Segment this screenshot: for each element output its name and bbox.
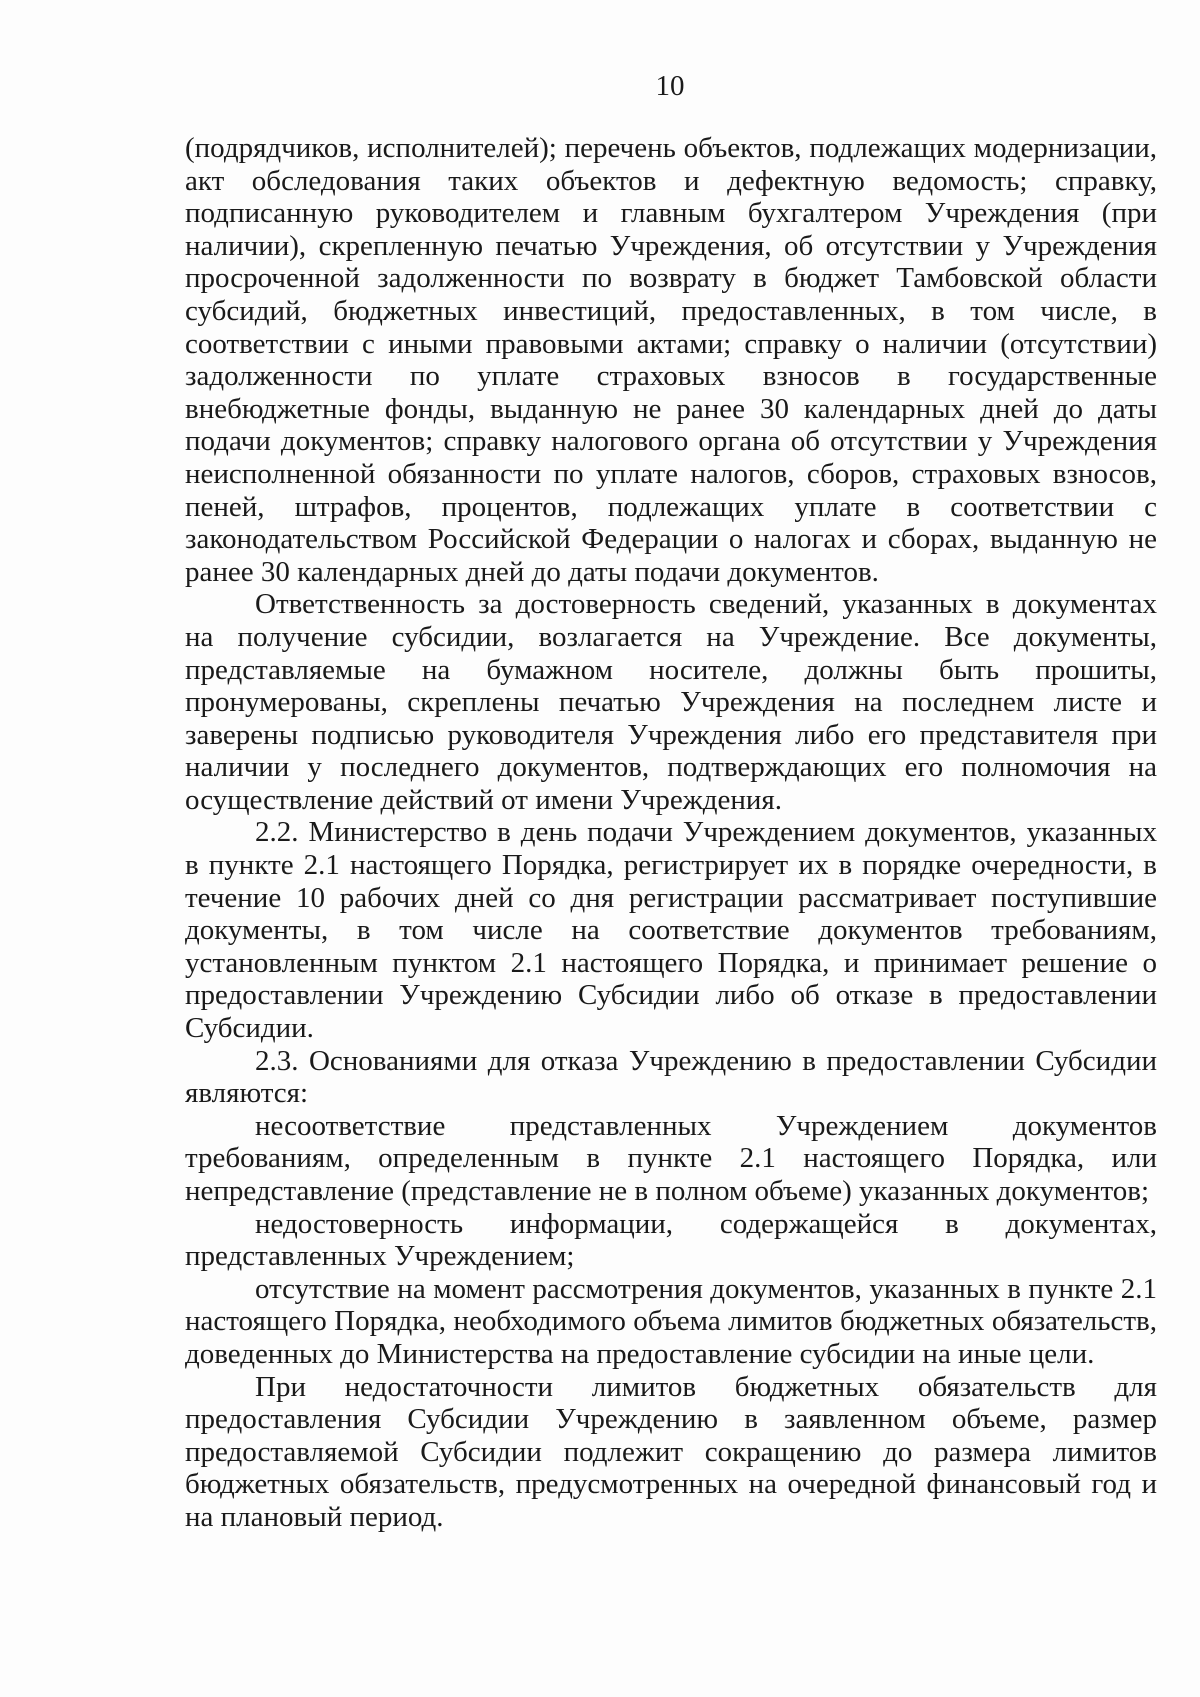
paragraph-responsibility: Ответственность за достоверность сведений, указанных в документах на получение субсидии, возлагается на Учреждение. Все документы, представляемые на бумажном носителе, должны быть прошиты, пронумерованы, скреплены печатью Учреждения на последнем листе и заверены подписью руководителя Учреждения либо его представителя при наличии у последнего документов, подтверждающих его полномочия на осуществление действий от имени Учреждения. <box>185 588 1157 816</box>
refusal-reason-3: отсутствие на момент рассмотрения документов, указанных в пункте 2.1 настоящего Порядка, необходимого объема лимитов бюджетных обязательств, доведенных до Министерства на предоставление субсидии на иные цели. <box>185 1272 1157 1370</box>
refusal-reason-2: недостоверность информации, содержащейся в документах, представленных Учреждением; <box>185 1207 1157 1273</box>
paragraph-insufficient-limits: При недостаточности лимитов бюджетных обязательств для предоставления Субсидии Учреждению в заявленном объеме, размер предоставляемой Субсидии подлежит сокращению до размера лимитов бюджетных обязательств, предусмотренных на очередной финансовый год и на плановый период. <box>185 1370 1157 1533</box>
paragraph-2-2: 2.2. Министерство в день подачи Учреждением документов, указанных в пункте 2.1 настоящего Порядка, регистрирует их в порядке очередности, в течение 10 рабочих дней со дня регистрации рассматривает поступившие документы, в том числе на соответствие документов требованиям, установленным пунктом 2.1 настоящего Порядка, и принимает решение о предоставлении Учреждению Субсидии либо об отказе в предоставлении Субсидии. <box>185 816 1157 1045</box>
refusal-reason-1: несоответствие представленных Учреждением документов требованиям, определенным в пункте 2.1 настоящего Порядка, или непредставление (представление не в полном объеме) указанных документов; <box>185 1109 1157 1207</box>
document-body <box>185 132 1157 1534</box>
paragraph-documents-list: (подрядчиков, исполнителей); перечень объектов, подлежащих модернизации, акт обследования таких объектов и дефектную ведомость; справку, подписанную руководителем и главным бухгалтером Учреждения (при наличии), скрепленную печатью Учреждения, об отсутствии у Учреждения просроченной задолженности по возврату в бюджет Тамбовской области субсидий, бюджетных инвестиций, предоставленных, в том числе, в соответствии с иными правовыми актами; справку о наличии (отсутствии) задолженности по уплате страховых взносов в государственные внебюджетные фонды, выданную не ранее 30 календарных дней до даты подачи документов; справку налогового органа об отсутствии у Учреждения неисполненной обязанности по уплате налогов, сборов, страховых взносов, пеней, штрафов, процентов, подлежащих уплате в соответствии с законодательством Российской Федерации о налогах и сборах, выданную не ранее 30 календарных дней до даты подачи документов. <box>185 132 1157 588</box>
page-number: 10 <box>655 70 685 102</box>
paragraph-2-3: 2.3. Основаниями для отказа Учреждению в предоставлении Субсидии являются: <box>185 1044 1157 1110</box>
